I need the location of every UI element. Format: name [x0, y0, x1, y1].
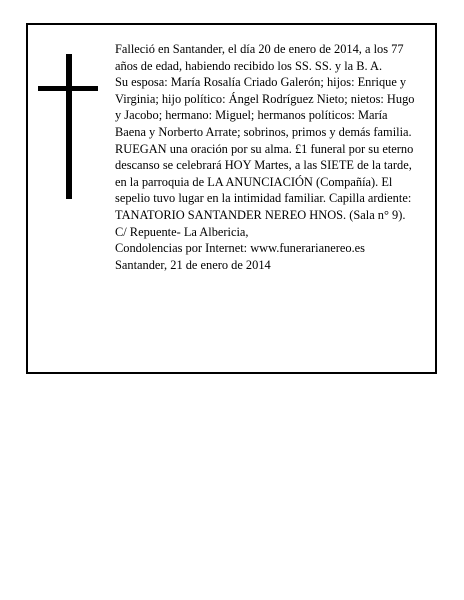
online-condolences: Condolencias por Internet: www.funerarianereo.es: [115, 241, 366, 256]
cross-vertical-bar: [66, 54, 72, 199]
cross-horizontal-bar: [38, 86, 98, 91]
place-and-date: Santander, 21 de enero de 2014: [115, 257, 271, 272]
funeral-details: RUEGAN una oración por su alma. £1 funeral por su eterno descanso se celebrará HOY Martes, a las SIETE de la tarde, en la parroquia de LA ANUNCIACIÓN (Compañía). El sepelio tuvo lugar en la intimidad familiar. Capilla ardiente: TANATORIO SANTANDER NEREO HNOS. (Sala n° 9). C/ Repuente- La Albericia,: [115, 141, 414, 239]
latin-cross-icon: [38, 54, 98, 199]
obituary-text: [115, 41, 420, 273]
family-members: Su esposa: María Rosalía Criado Galerón; hijos: Enrique y Virginia; hijo político: Ángel Rodríguez Nieto; nietos: Hugo y Jacobo; hermano: Miguel; hermanos políticos: María Baena y Norberto Arrate; sobrinos, primos y demás familia.: [115, 75, 415, 139]
death-announcement: Falleció en Santander, el día 20 de enero de 2014, a los 77 años de edad, habiendo recibido los SS. SS. y la B. A.: [115, 42, 404, 73]
obituary-notice-frame: [26, 23, 437, 374]
